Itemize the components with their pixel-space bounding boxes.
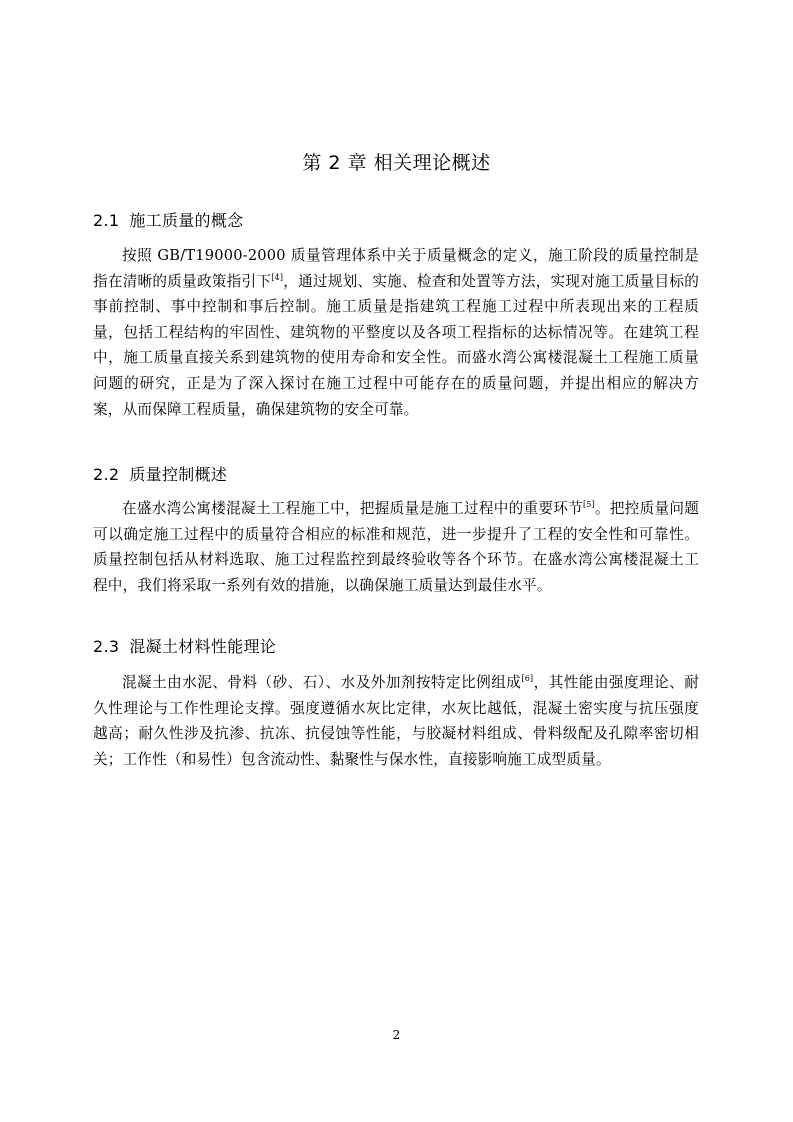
citation-ref: [5]	[582, 500, 595, 510]
section-heading-2-3	[93, 636, 276, 658]
paragraph-text: 混凝土由水泥、骨料（砂、石）、水及外加剂按特定比例组成	[122, 674, 522, 691]
citation-ref: [4]	[271, 272, 284, 282]
paragraph-text: ，通过规划、实施、检查和处置等方法，实现对施工质量目标的事前控制、事中控制和事后控制。施工质量是指建筑工程施工过程中所表现出来的工程质量，包括工程结构的牢固性、建筑物的平整度以及各项工程指标的达标情况等。在建筑工程中，施工质量直接关系到建筑物的使用寿命和安全性。而盛水湾公寓楼混凝土工程施工质量问题的研究，正是为了深入探讨在施工过程中可能存在的质量问题，并提出相应的解决方案，从而保障工程质量，确保建筑物的安全可靠。	[93, 272, 699, 418]
section-number: 2.1	[93, 211, 120, 230]
section-number: 2.3	[93, 637, 120, 656]
citation-ref: [6]	[521, 674, 534, 684]
page-number: 2	[392, 1028, 401, 1042]
section-heading-2-2	[93, 464, 227, 486]
paragraph-text: 。把控质量问题可以确定施工过程中的质量符合相应的标准和规范，进一步提升了工程的安全性和可靠性。质量控制包括从材料选取、施工过程监控到最终验收等各个环节。在盛水湾公寓楼混凝土工程中，我们将采取一系列有效的措施，以确保施工质量达到最佳水平。	[93, 500, 699, 594]
section-title: 质量控制概述	[129, 465, 228, 484]
paragraph-text: ，其性能由强度理论、耐久性理论与工作性理论支撑。强度遵循水灰比定律，水灰比越低，混凝土密实度与抗压强度越高；耐久性涉及抗渗、抗冻、抗侵蚀等性能，与胶凝材料组成、骨料级配及孔隙率密切相关；工作性（和易性）包含流动性、黏聚性与保水性，直接影响施工成型质量。	[93, 674, 699, 768]
chapter-title: 第 2 章 相关理论概述	[302, 152, 491, 174]
section-title: 施工质量的概念	[129, 211, 244, 230]
paragraph-text: 在盛水湾公寓楼混凝土工程施工中，把握质量是施工过程中的重要环节	[122, 500, 583, 517]
section-paragraph-2-3	[93, 670, 699, 772]
section-title: 混凝土材料性能理论	[129, 637, 277, 656]
section-heading-2-1	[93, 210, 243, 232]
paragraph-text: 按照 GB/T19000-2000 质量管理体系中关于质量概念的定义，施工阶段的质量控制是指在清晰的质量政策指引下	[93, 247, 699, 290]
section-number: 2.2	[93, 465, 120, 484]
section-paragraph-2-2	[93, 496, 699, 598]
section-paragraph-2-1	[93, 243, 699, 422]
